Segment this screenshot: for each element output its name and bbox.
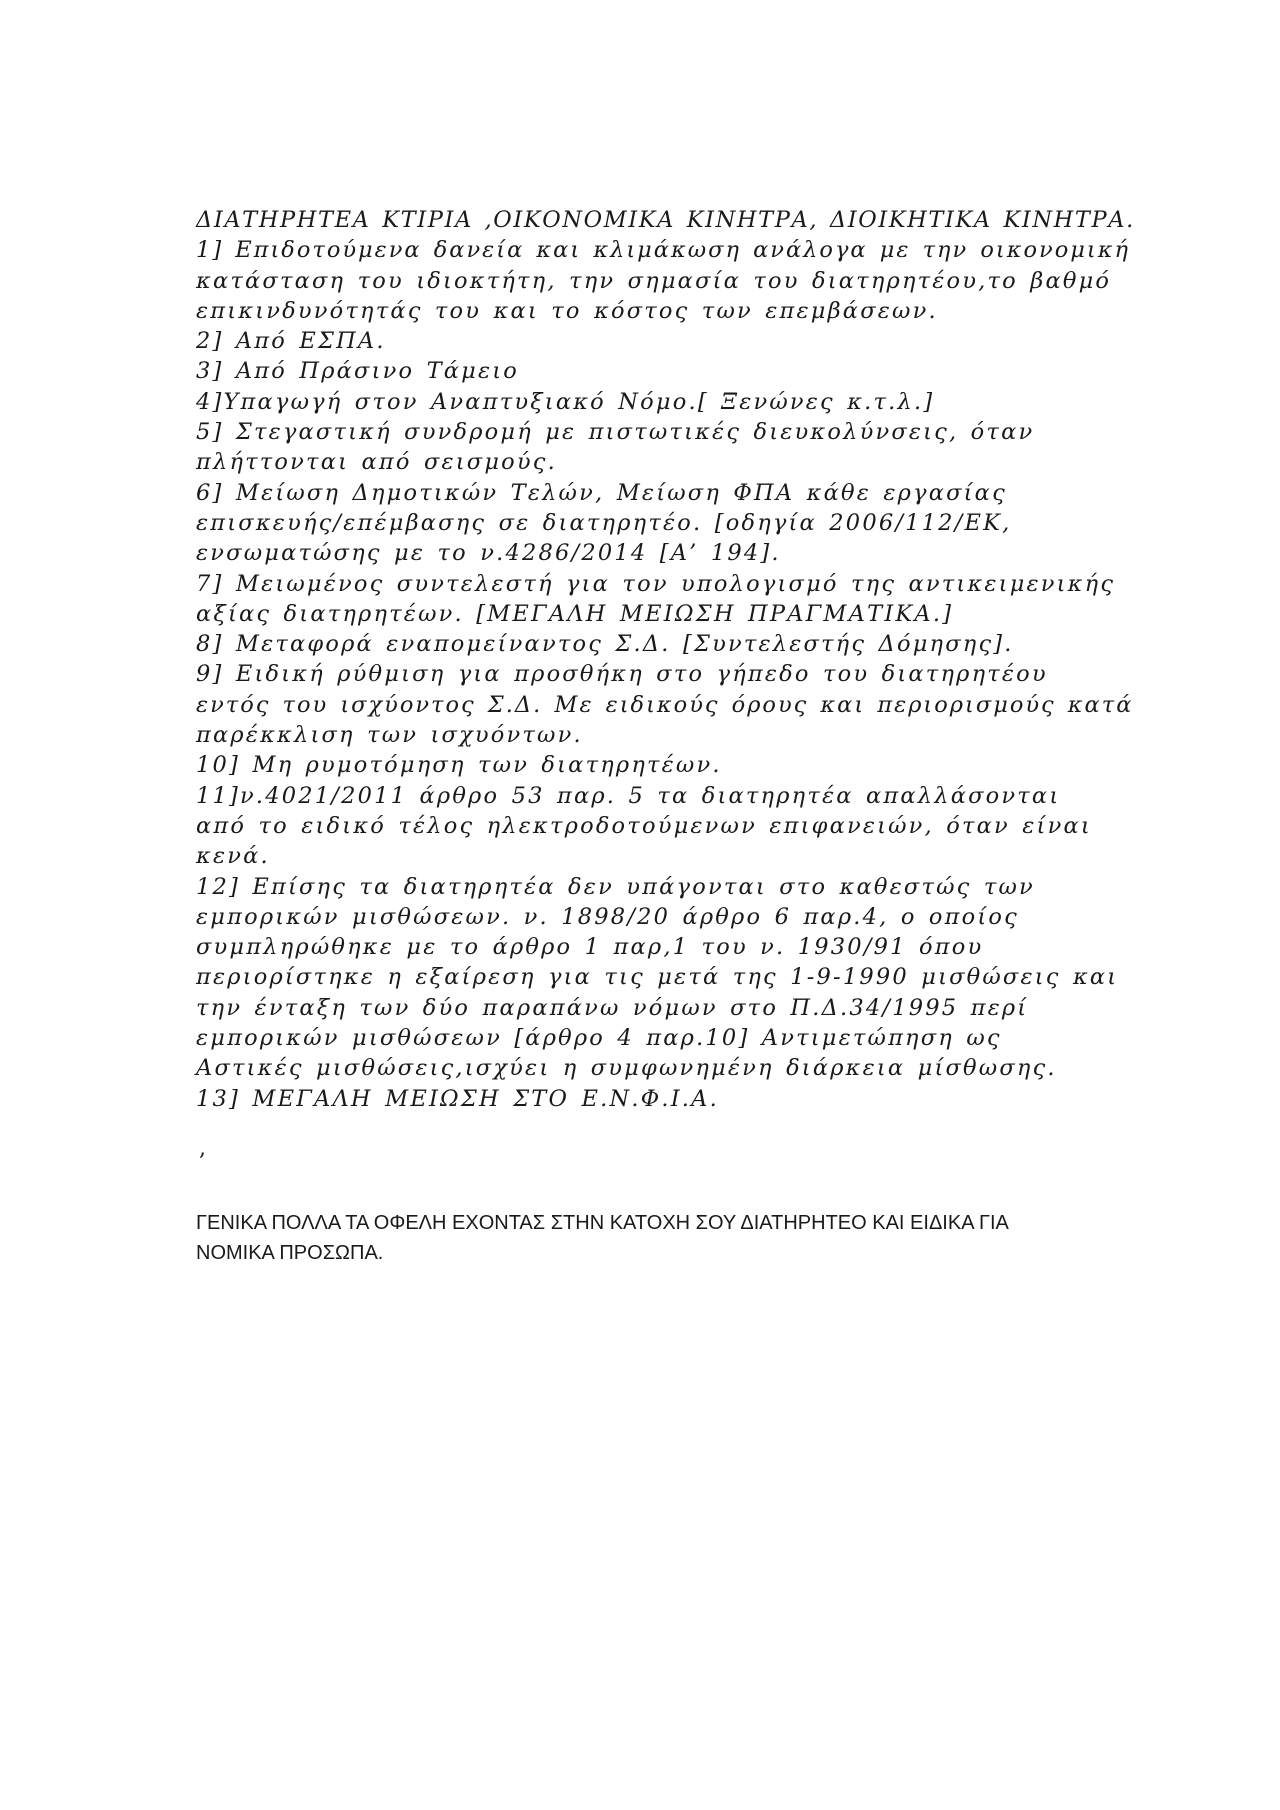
text-line: περιορίστηκε η εξαίρεση για τις μετά της 1-9-1990 μισθώσεις και: [196, 964, 1119, 991]
summary-note: [196, 1208, 1136, 1268]
text-line: 5] Στεγαστική συνδρομή με πιστωτικές διευκολύνσεις, όταν: [196, 419, 1035, 446]
text-line: την ένταξη των δύο παραπάνω νόμων στο Π.Δ.34/1995 περί: [196, 994, 1029, 1021]
summary-line: ΓΕΝΙΚΑ ΠΟΛΛΑ ΤΑ ΟΦΕΛΗ ΕΧΟΝΤΑΣ ΣΤΗΝ ΚΑΤΟΧΗ ΣΟΥ ΔΙΑΤΗΡΗΤΕΟ ΚΑΙ ΕΙΔΙΚΑ ΓΙΑ: [196, 1212, 1009, 1234]
text-line: 4]Υπαγωγή στον Αναπτυξιακό Νόμο.[ Ξενώνες κ.τ.λ.]: [196, 388, 935, 415]
text-line: ενσωματώσης με το ν.4286/2014 [Α’ 194].: [196, 540, 781, 567]
text-line: Αστικές μισθώσεις,ισχύει η συμφωνημένη διάρκεια μίσθωσης.: [196, 1055, 1057, 1082]
text-line: 10] Μη ρυμοτόμηση των διατηρητέων.: [196, 752, 722, 779]
text-line: 13] ΜΕΓΑΛΗ ΜΕΙΩΣΗ ΣΤΟ Ε.Ν.Φ.Ι.Α.: [196, 1085, 719, 1112]
text-line: 9] Ειδική ρύθμιση για προσθήκη στο γήπεδο του διατηρητέου: [196, 661, 1048, 688]
text-line: κατάσταση του ιδιοκτήτη, την σημασία του διατηρητέου,το βαθμό: [196, 267, 1112, 294]
text-line: 11]ν.4021/2011 άρθρο 53 παρ. 5 τα διατηρητέα απαλλάσονται: [196, 782, 1061, 809]
text-line: 6] Μείωση Δημοτικών Τελών, Μείωση ΦΠΑ κάθε εργασίας: [196, 479, 1007, 506]
text-line: 7] Μειωμένος συντελεστή για τον υπολογισμό της αντικειμενικής: [196, 570, 1116, 597]
text-line: πλήττονται από σεισμούς.: [196, 449, 557, 476]
text-line: συμπληρώθηκε με το άρθρο 1 παρ,1 του ν. 1930/91 όπου: [196, 934, 984, 961]
text-line: 3] Από Πράσινο Τάμειο: [196, 358, 520, 385]
text-line: επικινδυνότητάς του και το κόστος των επεμβάσεων.: [196, 297, 938, 324]
text-line: εμπορικών μισθώσεων. ν. 1898/20 άρθρο 6 παρ.4, ο οποίος: [196, 903, 1019, 930]
text-line: εντός του ισχύοντος Σ.Δ. Με ειδικούς όρους και περιορισμούς κατά: [196, 691, 1134, 718]
document-title: ΔΙΑΤΗΡΗΤΕΑ ΚΤΙΡΙΑ ,ΟΙΚΟΝΟΜΙΚΑ ΚΙΝΗΤΡΑ, ΔΙΟΙΚΗΤΙΚΑ ΚΙΝΗΤΡΑ.: [196, 207, 1135, 233]
text-line: επισκευής/επέμβασης σε διατηρητέο. [οδηγία 2006/112/ΕΚ,: [196, 509, 1012, 536]
summary-line: ΝΟΜΙΚΑ ΠΡΟΣΩΠΑ.: [196, 1242, 384, 1264]
text-line: από το ειδικό τέλος ηλεκτροδοτούμενων επιφανειών, όταν είναι: [196, 812, 1092, 839]
incentives-list: [196, 205, 1136, 1114]
text-line: εμπορικών μισθώσεων [άρθρο 4 παρ.10] Αντιμετώπηση ως: [196, 1025, 1002, 1052]
text-line: 8] Μεταφορά εναπομείναντος Σ.Δ. [Συντελεστής Δόμησης].: [196, 631, 1014, 658]
text-line: 12] Επίσης τα διατηρητέα δεν υπάγονται στο καθεστώς των: [196, 873, 1035, 900]
text-line: 2] Από ΕΣΠΑ.: [196, 328, 386, 355]
stray-mark: ,: [199, 1136, 206, 1161]
text-line: κενά.: [196, 843, 270, 870]
text-line: αξίας διατηρητέων. [ΜΕΓΑΛΗ ΜΕΙΩΣΗ ΠΡΑΓΜΑΤΙΚΑ.]: [196, 600, 954, 627]
text-line: 1] Επιδοτούμενα δανεία και κλιμάκωση ανάλογα με την οικονομική: [196, 237, 1130, 264]
text-line: παρέκκλιση των ισχυόντων.: [196, 722, 583, 749]
